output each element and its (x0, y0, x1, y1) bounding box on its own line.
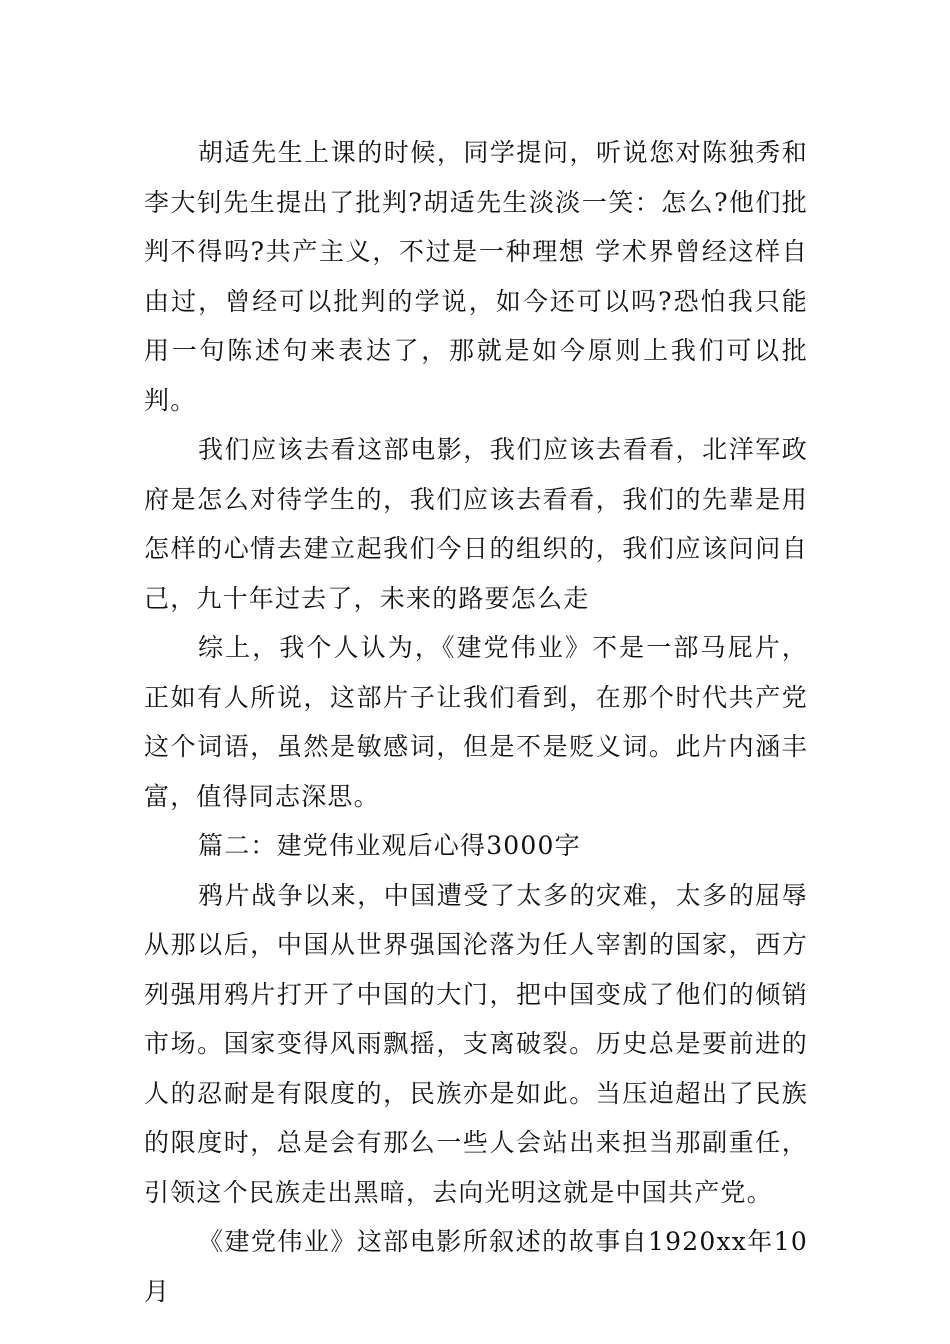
document-body (144, 128, 808, 1316)
paragraph-should-watch: 我们应该去看这部电影，我们应该去看看，北洋军政府是怎么对待学生的，我们应该去看看，我们的先辈是用怎样的心情去建立起我们今日的组织的，我们应该问问自己，九十年过去了，未来的路要怎么走 (144, 435, 808, 613)
section-heading: 篇二：建党伟业观后心得3000字 (198, 831, 581, 860)
paragraph-opium-war: 鸦片战争以来，中国遭受了太多的灾难，太多的屈辱从那以后，中国从世界强国沦落为任人宰割的国家，西方列强用鸦片打开了中国的大门，把中国变成了他们的倾销市场。国家变得风雨飘摇，支离破裂。历史总是要前进的人的忍耐是有限度的，民族亦是如此。当压迫超出了民族的限度时，总是会有那么一些人会站出来担当那副重任，引领这个民族走出黑暗，去向光明这就是中国共产党。 (144, 880, 808, 1207)
paragraph-film-story: 《建党伟业》这部电影所叙述的故事自1920xx年10月 (144, 1227, 808, 1306)
paragraph-hu-shi: 胡适先生上课的时候，同学提问，听说您对陈独秀和李大钊先生提出了批判?胡适先生淡淡一笑：怎么?他们批判不得吗?共产主义，不过是一种理想 学术界曾经这样自由过，曾经可以批判的学说，如今还可以吗?恐怕我只能用一句陈述句来表达了，那就是如今原则上我们可以批判。 (144, 138, 808, 415)
paragraph-conclusion: 综上，我个人认为，《建党伟业》不是一部马屁片，正如有人所说，这部片子让我们看到，在那个时代共产党这个词语，虽然是敏感词，但是不是贬义词。此片内涵丰富，值得同志深思。 (144, 633, 808, 811)
